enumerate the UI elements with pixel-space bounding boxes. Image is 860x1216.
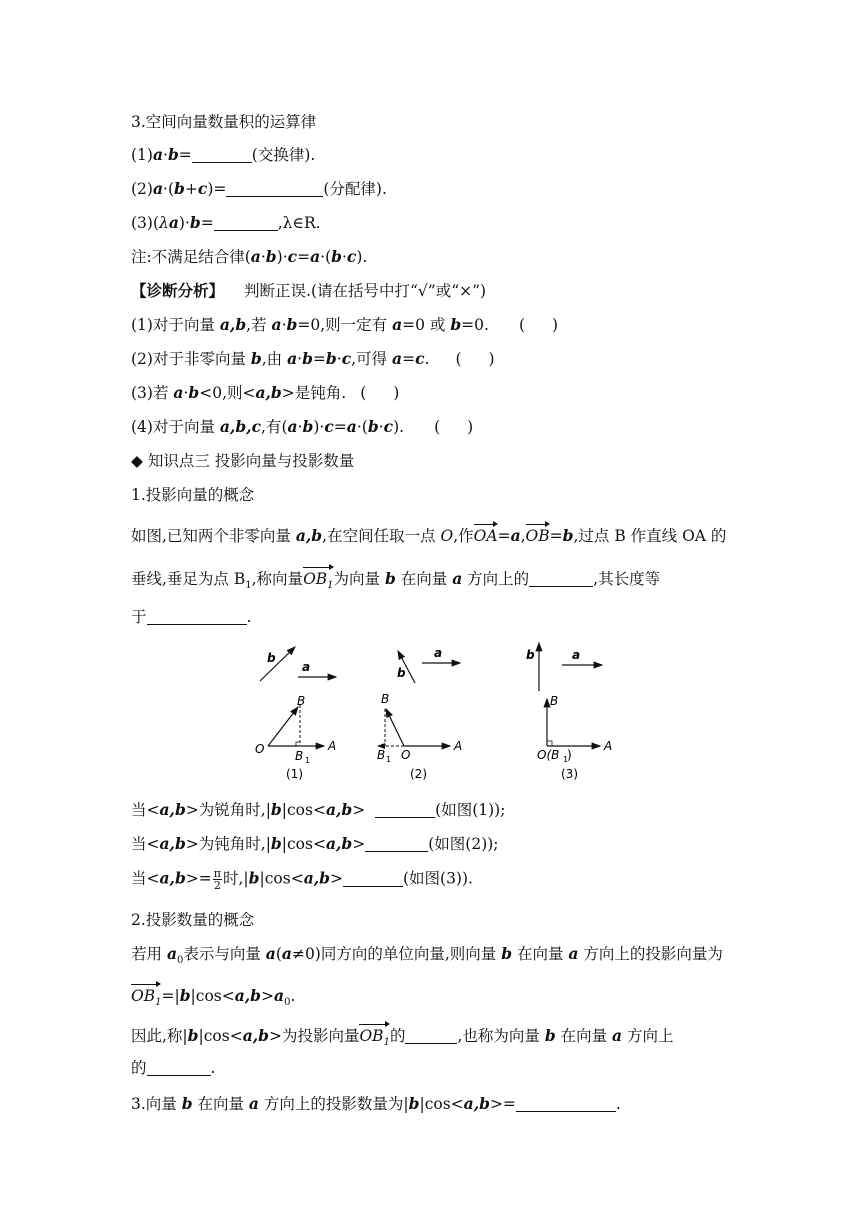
blank bbox=[405, 1027, 457, 1044]
svg-text:B: B bbox=[377, 748, 386, 762]
case-obtuse: 当<a,b>为钝角时,|b|cos<a,b> (如图(2)); bbox=[131, 834, 499, 853]
blank bbox=[529, 570, 593, 587]
svg-text:O: O bbox=[401, 748, 411, 762]
case-acute: 当<a,b>为锐角时,|b|cos<a,b> (如图(1)); bbox=[131, 800, 506, 819]
blank bbox=[147, 1059, 211, 1076]
projection-quantity-line-1: 若用 $a_0$表示与向量 a(a≠0)同方向的单位向量,则向量 b 在向量 a 方向上的投影向量为 bbox=[131, 944, 723, 967]
knowledge-point-3-title: ◆ 知识点三 投影向量与投影数量 bbox=[131, 452, 355, 470]
projection-quantity-value: 3.向量 b 在向量 a 方向上的投影数量为|b|cos<a,b>= . bbox=[131, 1094, 621, 1113]
svg-text:1: 1 bbox=[386, 755, 392, 764]
projection-figure bbox=[250, 635, 620, 785]
blank bbox=[192, 146, 252, 163]
answer-paren[interactable]: ( ) bbox=[518, 316, 559, 334]
svg-text:O: O bbox=[255, 742, 265, 756]
law-distributive: (2)a·(b+c)= (分配律). bbox=[131, 179, 387, 198]
blank bbox=[214, 214, 278, 231]
svg-text:O(B: O(B bbox=[537, 748, 560, 762]
svg-text:A: A bbox=[454, 739, 463, 753]
svg-text:B: B bbox=[381, 692, 390, 706]
svg-text:(1): (1) bbox=[286, 767, 303, 781]
answer-paren[interactable]: ( ) bbox=[360, 384, 400, 402]
projection-def-line-2: 垂线,垂足为点 $B_1$,称向量$OB_1$为向量 b 在向量 a 方向上的 ,其长度等 bbox=[131, 565, 660, 596]
blank bbox=[226, 180, 323, 197]
blank bbox=[365, 835, 428, 852]
sec3-title: 3.空间向量数量积的运算律 bbox=[131, 113, 317, 131]
figure-1 bbox=[255, 647, 336, 781]
svg-text:1: 1 bbox=[563, 755, 569, 764]
svg-text:a: a bbox=[572, 648, 581, 662]
svg-text:): ) bbox=[567, 748, 572, 762]
law-commutative: (1)a·b= (交换律). bbox=[131, 145, 316, 164]
svg-text:a: a bbox=[302, 660, 311, 674]
case-right: 当<a,b>= $\frac{\pi}{2}$ 时,|b|cos<a,b> (如图(3)). bbox=[131, 867, 473, 892]
projection-quantity-formula: $OB_1=|b|\cos<a,b>a_0$. bbox=[131, 982, 295, 1013]
svg-text:(3): (3) bbox=[561, 767, 578, 781]
projection-vector-title: 1.投影向量的概念 bbox=[131, 486, 255, 504]
svg-text:1: 1 bbox=[305, 756, 311, 765]
svg-text:(2): (2) bbox=[410, 767, 427, 781]
note-associative: 注:不满足结合律(a·b)·c=a·(b·c). bbox=[131, 247, 368, 266]
svg-text:a: a bbox=[434, 646, 443, 660]
blank bbox=[343, 870, 403, 887]
answer-paren[interactable]: ( ) bbox=[455, 350, 495, 368]
question-3: (3)若 a·b<0,则<a,b>是钝角. ( ) bbox=[131, 383, 400, 402]
svg-text:B: B bbox=[550, 694, 559, 708]
svg-text:b: b bbox=[526, 648, 535, 662]
blank bbox=[375, 801, 435, 818]
question-1: (1)对于向量 a,b,若 a·b=0,则一定有 a=0 或 b=0. ( ) bbox=[131, 315, 559, 334]
diagnosis-heading: 【诊断分析】 判断正误.(请在括号中打“√”或“×”) bbox=[131, 281, 487, 300]
svg-text:A: A bbox=[328, 739, 337, 753]
blank bbox=[516, 1095, 616, 1112]
figure-2 bbox=[377, 646, 462, 781]
law-scalar: (3)(λa)·b= ,λ∈R. bbox=[131, 213, 321, 232]
figure-3 bbox=[526, 643, 612, 781]
answer-paren[interactable]: ( ) bbox=[434, 418, 474, 436]
svg-text:b: b bbox=[397, 666, 406, 680]
question-2: (2)对于非零向量 b,由 a·b=b·c,可得 a=c. ( ) bbox=[131, 349, 495, 368]
svg-text:A: A bbox=[604, 739, 613, 753]
projection-quantity-title: 2.投影数量的概念 bbox=[131, 911, 255, 929]
svg-text:b: b bbox=[267, 651, 276, 665]
svg-text:B: B bbox=[295, 749, 304, 763]
blank bbox=[147, 608, 247, 625]
svg-text:B: B bbox=[297, 694, 306, 708]
projection-def-line-3: 于 . bbox=[131, 608, 252, 626]
projection-quantity-line-4: 的 . bbox=[131, 1059, 216, 1077]
projection-def-line-1: 如图,已知两个非零向量 a,b,在空间任取一点 O,作OA=a,OB=b,过点 B 作直线 OA 的 bbox=[131, 522, 726, 546]
projection-quantity-line-3: 因此,称|b|cos<a,b>为投影向量$OB_1$的 ,也称为向量 b 在向量 a 方向上 bbox=[131, 1022, 674, 1053]
question-4: (4)对于向量 a,b,c,有(a·b)·c=a·(b·c). ( ) bbox=[131, 417, 474, 436]
